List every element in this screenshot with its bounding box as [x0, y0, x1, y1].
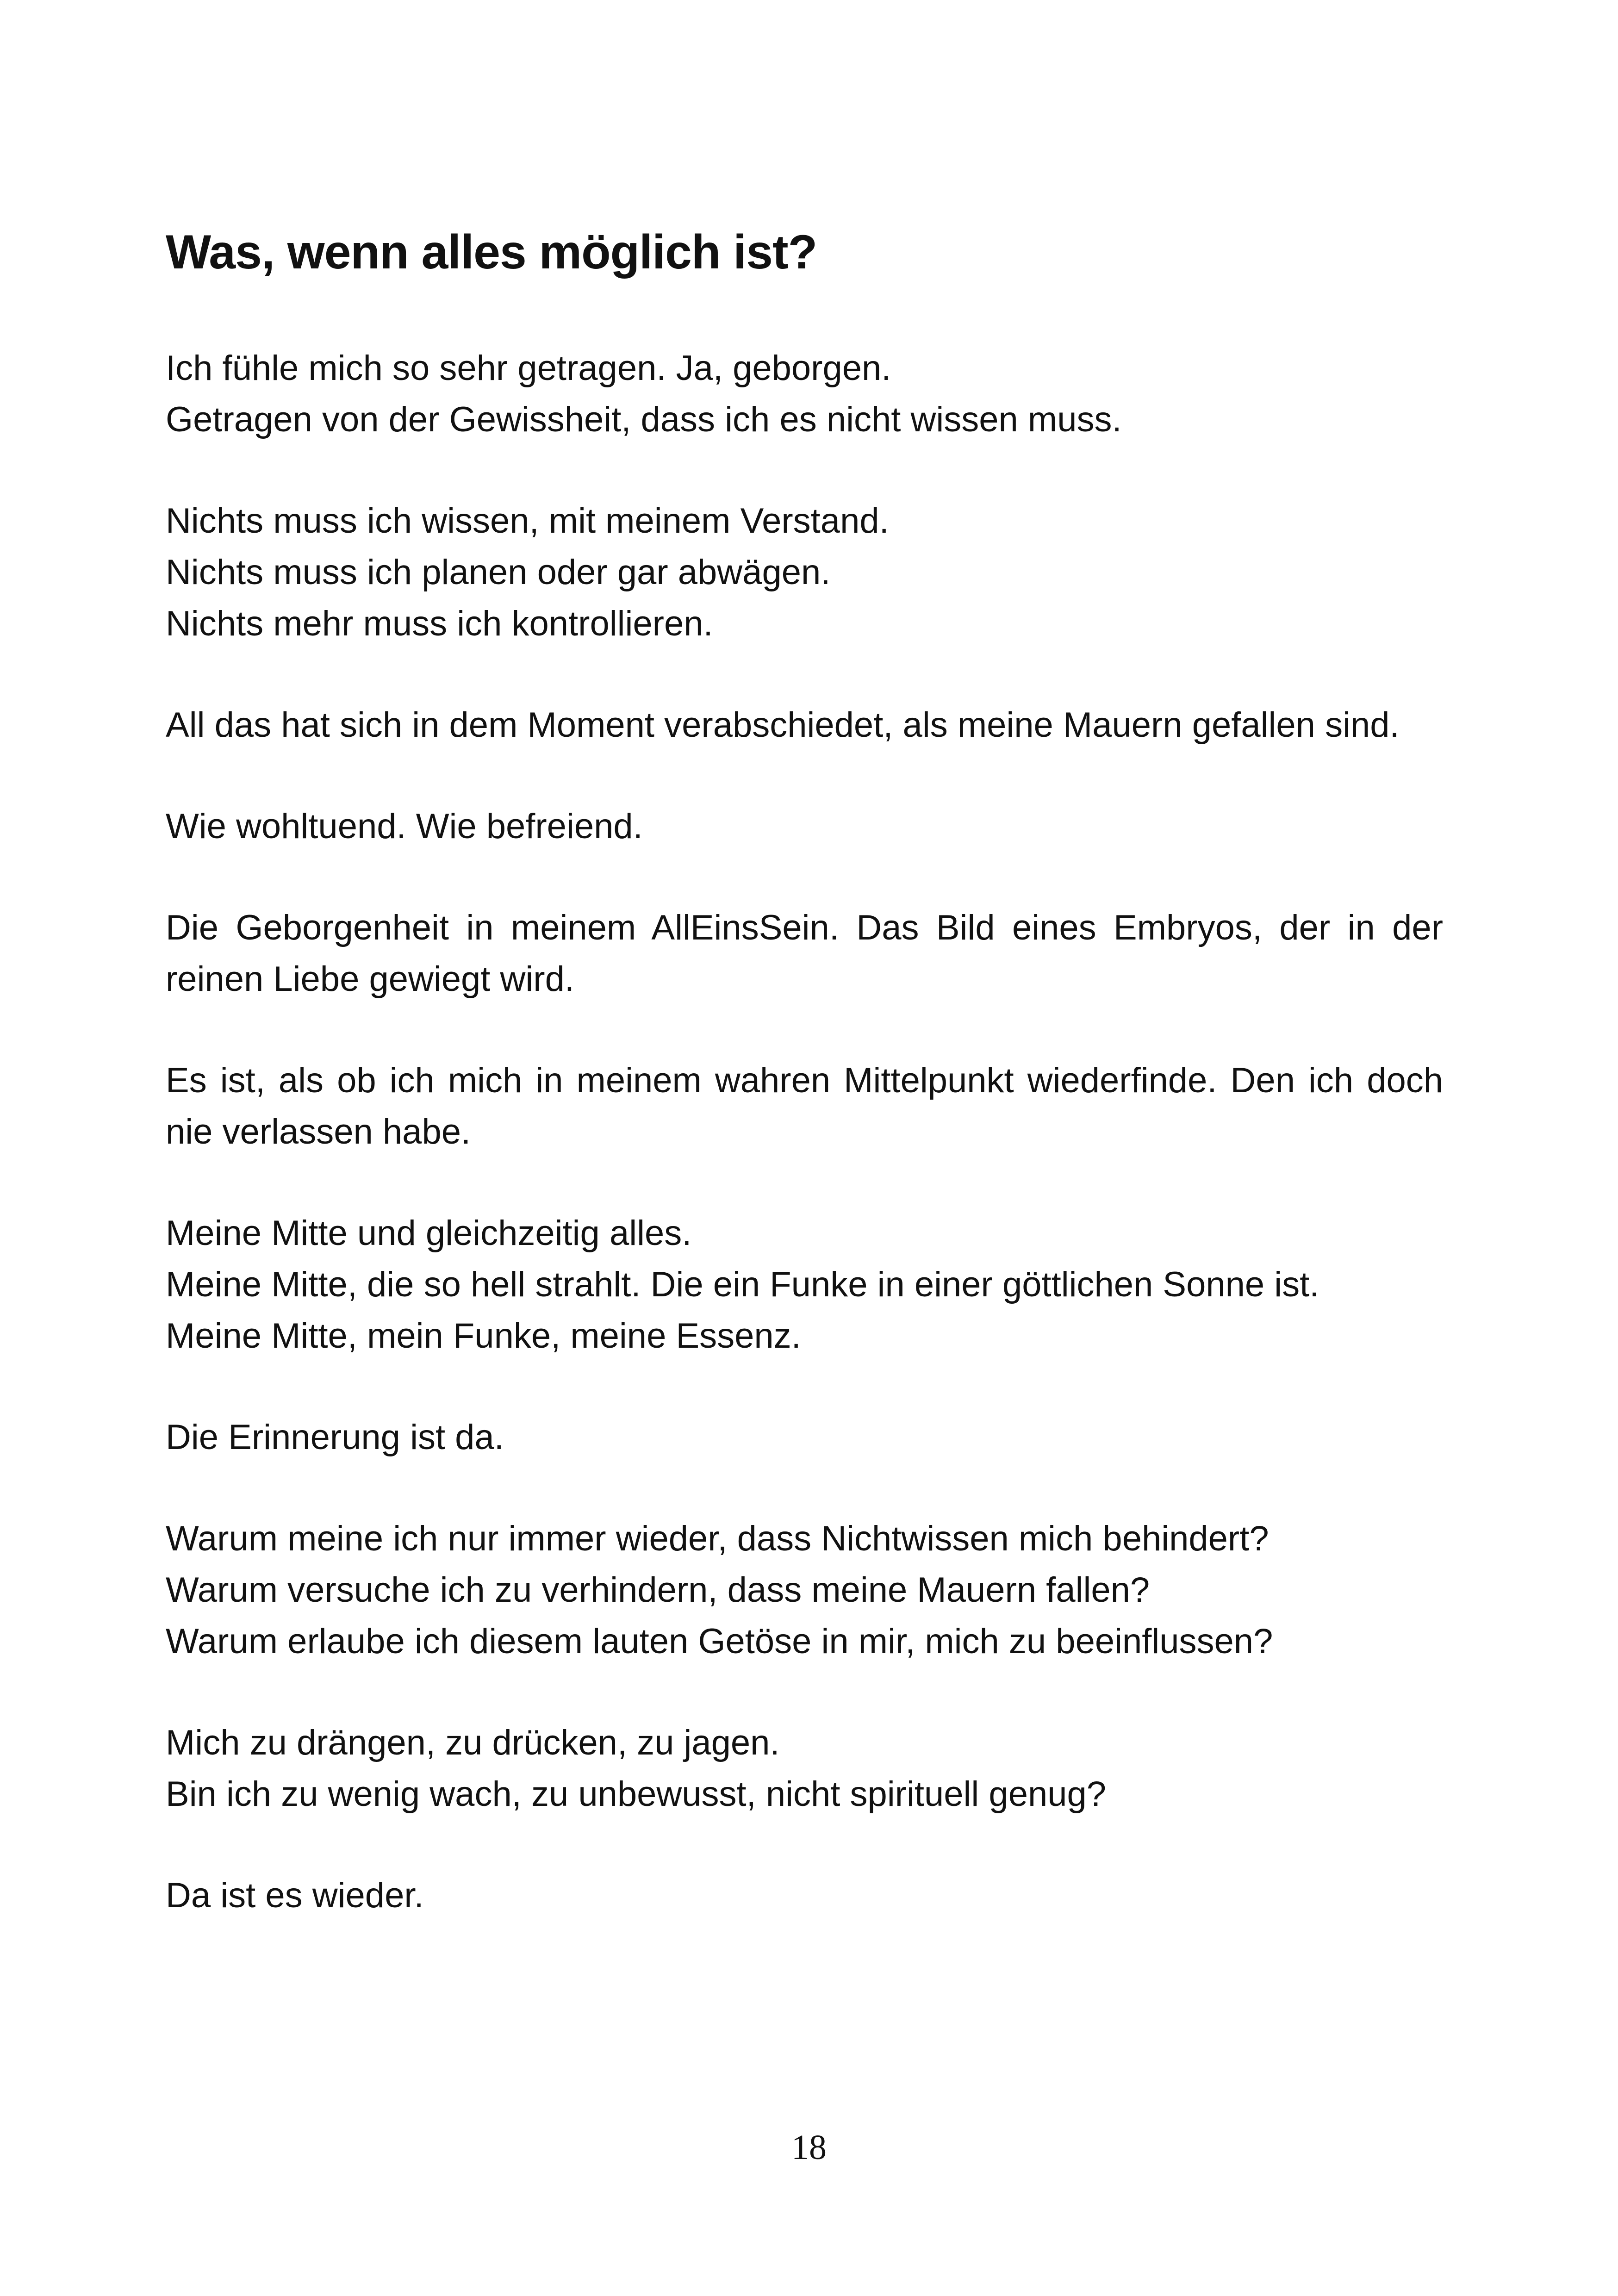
text-line: Meine Mitte, die so hell strahlt. Die ein Funke in einer göttlichen Sonne ist. [166, 1265, 1319, 1304]
paragraph [166, 342, 1443, 445]
text-line: Meine Mitte und gleichzeitig alles. [166, 1213, 692, 1253]
text-line: Warum versuche ich zu verhindern, dass meine Mauern fallen? [166, 1570, 1150, 1610]
text-line: Nichts mehr muss ich kontrollieren. [166, 604, 713, 643]
text-line: Es ist, als ob ich mich in meinem wahren Mittelpunkt wiederfinde. Den ich doch nie verlassen habe. [166, 1061, 1443, 1151]
paragraph [166, 1055, 1443, 1157]
paragraph [166, 495, 1443, 649]
text-line: Getragen von der Gewissheit, dass ich es nicht wissen muss. [166, 400, 1122, 439]
text-line: All das hat sich in dem Moment verabschiedet, als meine Mauern gefallen sind. [166, 705, 1400, 745]
paragraph [166, 699, 1443, 751]
text-line: Die Erinnerung ist da. [166, 1418, 504, 1457]
page-title: Was, wenn alles möglich ist? [166, 225, 817, 279]
paragraph [166, 902, 1443, 1005]
body-text [166, 342, 1443, 1921]
text-line: Meine Mitte, mein Funke, meine Essenz. [166, 1316, 801, 1356]
text-line: Warum meine ich nur immer wieder, dass Nichtwissen mich behindert? [166, 1519, 1269, 1558]
text-line: Ich fühle mich so sehr getragen. Ja, geborgen. [166, 348, 891, 388]
text-line: Da ist es wieder. [166, 1876, 424, 1915]
paragraph [166, 1870, 1443, 1921]
text-line: Bin ich zu wenig wach, zu unbewusst, nicht spirituell genug? [166, 1774, 1107, 1814]
page-number: 18 [791, 2128, 827, 2167]
paragraph [166, 1412, 1443, 1463]
paragraph [166, 801, 1443, 852]
paragraph [166, 1207, 1443, 1362]
text-line: Wie wohltuend. Wie befreiend. [166, 807, 643, 846]
text-line: Nichts muss ich wissen, mit meinem Verstand. [166, 501, 889, 541]
page-content [166, 218, 1443, 1971]
text-line: Die Geborgenheit in meinem AllEinsSein. Das Bild eines Embryos, der in der reinen Liebe gewiegt wird. [166, 908, 1443, 999]
text-line: Nichts muss ich planen oder gar abwägen. [166, 553, 831, 592]
paragraph [166, 1717, 1443, 1820]
text-line: Mich zu drängen, zu drücken, zu jagen. [166, 1723, 780, 1762]
text-line: Warum erlaube ich diesem lauten Getöse in mir, mich zu beeinflussen? [166, 1622, 1273, 1661]
paragraph [166, 1513, 1443, 1667]
